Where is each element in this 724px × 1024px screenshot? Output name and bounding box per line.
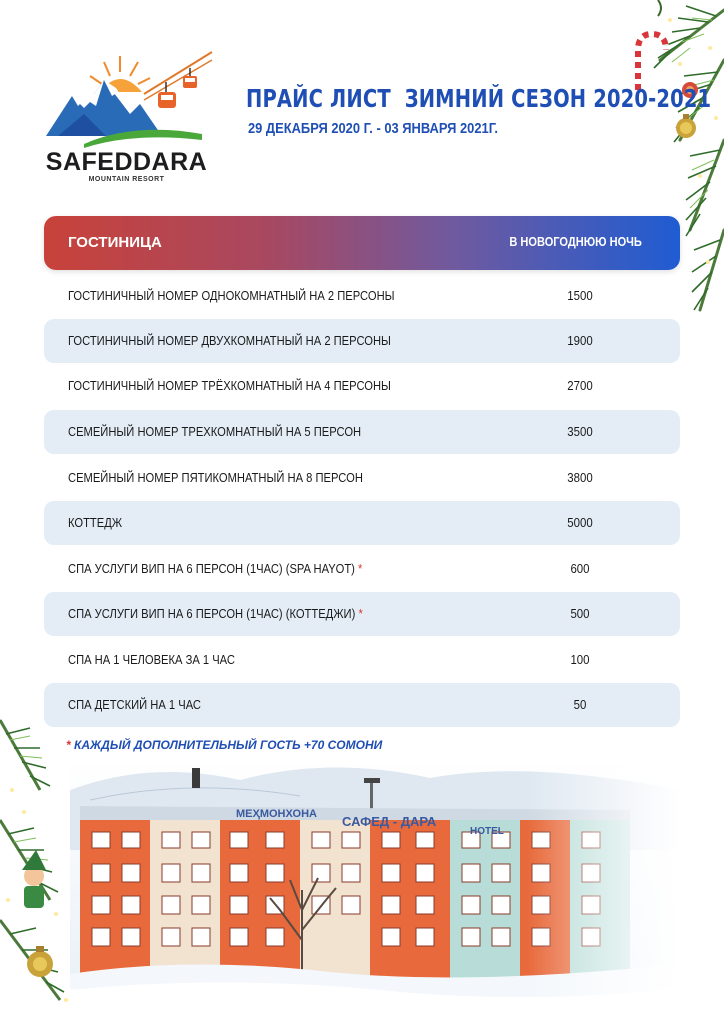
row-label: СЕМЕЙНЫЙ НОМЕР ПЯТИКОМНАТНЫЙ НА 8 ПЕРСОН	[68, 470, 363, 485]
table-row	[44, 501, 680, 545]
row-price: 3500	[567, 424, 593, 439]
row-price: 100	[570, 652, 590, 667]
row-label: СПА ДЕТСКИЙ НА 1 ЧАС	[68, 697, 202, 712]
row-price: 50	[573, 697, 587, 712]
page-subtitle: 29 ДЕКАБРЯ 2020 Г. - 03 ЯНВАРЯ 2021Г.	[248, 120, 498, 137]
table-row	[44, 456, 680, 500]
table-header	[44, 216, 680, 270]
row-label: СЕМЕЙНЫЙ НОМЕР ТРЕХКОМНАТНЫЙ НА 5 ПЕРСОН	[68, 424, 362, 439]
hotel-sign-mid: САФЕД - ДАРА	[342, 814, 437, 829]
row-price: 2700	[567, 378, 593, 393]
pine-branch-top-right	[540, 0, 724, 320]
row-price: 600	[570, 561, 590, 576]
row-label: СПА НА 1 ЧЕЛОВЕКА ЗА 1 ЧАС	[68, 652, 235, 667]
row-price: 5000	[567, 515, 593, 530]
row-label: ГОСТИНИЧНЫЙ НОМЕР ДВУХКОМНАТНЫЙ НА 2 ПЕРСОНЫ	[68, 333, 391, 348]
column-header-new-year-night: В НОВОГОДНЮЮ НОЧЬ	[509, 234, 642, 249]
table-row	[44, 319, 680, 363]
table-row	[44, 547, 680, 591]
row-label: СПА УСЛУГИ ВИП НА 6 ПЕРСОН (1ЧАС) (SPA HAYOT) *	[68, 561, 363, 576]
page-title: ПРАЙС ЛИСТ ЗИМНИЙ СЕЗОН 2020-2021	[246, 84, 712, 113]
hotel-sign-right: HOTEL	[470, 826, 504, 837]
row-label: КОТТЕДЖ	[68, 515, 123, 530]
hotel-photo	[70, 760, 680, 1024]
row-price: 3800	[567, 470, 593, 485]
row-price: 1900	[567, 333, 593, 348]
table-row	[44, 683, 680, 727]
table-row	[44, 274, 680, 318]
column-header-hotel: ГОСТИНИЦА	[68, 234, 162, 251]
row-label: ГОСТИНИЧНЫЙ НОМЕР ОДНОКОМНАТНЫЙ НА 2 ПЕРСОНЫ	[68, 288, 395, 303]
row-label: ГОСТИНИЧНЫЙ НОМЕР ТРЁХКОМНАТНЫЙ НА 4 ПЕРСОНЫ	[68, 378, 391, 393]
row-label: СПА УСЛУГИ ВИП НА 6 ПЕРСОН (1ЧАС) (КОТТЕДЖИ) *	[68, 606, 363, 621]
table-row	[44, 410, 680, 454]
brand-name: SAFEDDARA	[45, 148, 208, 176]
hotel-sign-left: МЕҲМОНХОНА	[236, 808, 317, 820]
table-row	[44, 364, 680, 408]
mountain-cablecar-icon	[44, 44, 214, 148]
row-price: 500	[570, 606, 590, 621]
table-row	[44, 638, 680, 682]
brand-tagline: MOUNTAIN RESORT	[88, 176, 165, 183]
safeddara-logo	[44, 44, 214, 194]
candy-cane-icon	[638, 34, 666, 90]
footnote: * КАЖДЫЙ ДОПОЛНИТЕЛЬНЫЙ ГОСТЬ +70 СОМОНИ	[66, 738, 383, 752]
table-row	[44, 592, 680, 636]
row-price: 1500	[567, 288, 593, 303]
